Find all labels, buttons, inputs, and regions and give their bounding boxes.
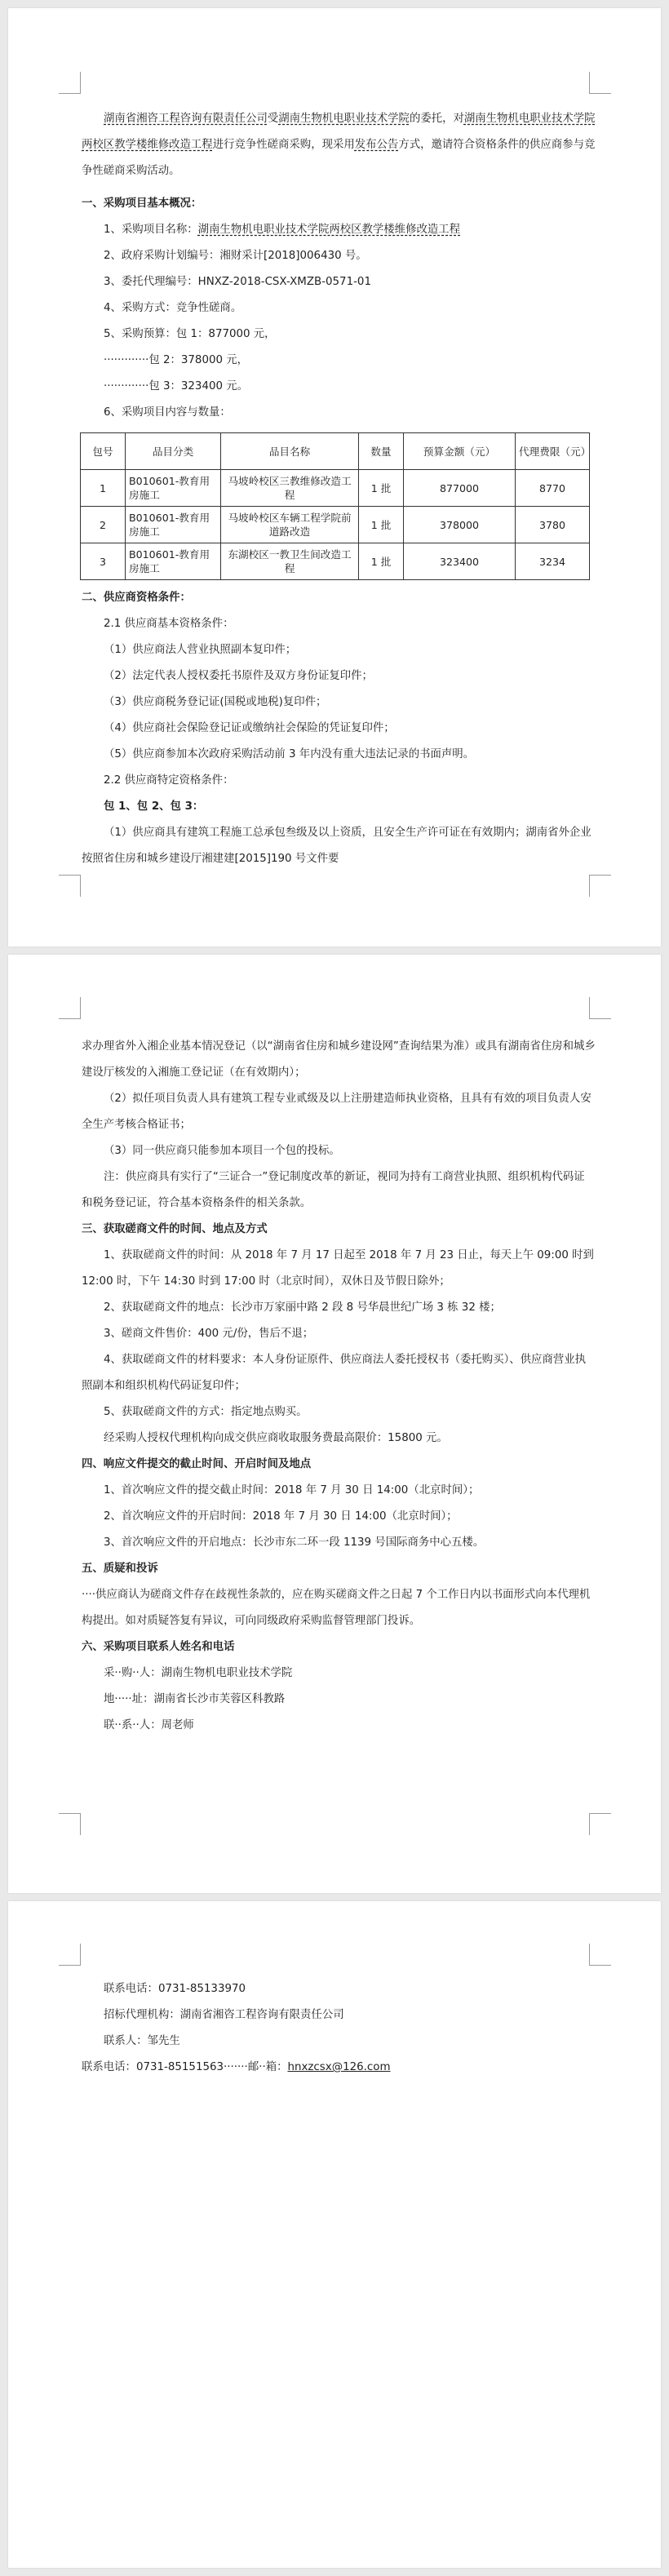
submission-deadline: 1、首次响应文件的提交截止时间：2018 年 7 月 30 日 14:00（北京时间）； xyxy=(104,1484,480,1496)
agency-name: 湖南省湘咨工程咨询有限责任公司 xyxy=(104,113,268,125)
crop-mark xyxy=(589,72,611,94)
obtain-time: 1、获取磋商文件的时间：从 2018 年 7 月 17 日起至 2018 年 7 月 23 日止，每天上午 09:00 时到 12:00 时，下午 14:30 时到 17:00 时（北京时间），双休日及节假日除外； xyxy=(82,1249,594,1288)
header-category: 品目分类 xyxy=(126,433,221,470)
service-fee: 经采购人授权代理机构向成交供应商收取服务费最高限价：15800 元。 xyxy=(104,1432,448,1444)
cell-item: 东湖校区一教卫生间改造工程 xyxy=(221,543,359,580)
intro-text: 受 xyxy=(267,113,279,125)
cell-budget: 877000 xyxy=(404,470,516,507)
cell-qty: 1 批 xyxy=(359,470,404,507)
crop-mark xyxy=(59,875,81,897)
packages-line: 包 1、包 2、包 3： xyxy=(104,800,204,813)
special-qualification-line: 2.2 供应商特定资格条件： xyxy=(104,774,234,787)
phone-email-label: 联系电话：0731-85151563·······邮··箱： xyxy=(82,2061,288,2073)
header-qty: 数量 xyxy=(359,433,404,470)
cell-item: 马坡岭校区车辆工程学院前道路改造 xyxy=(221,507,359,543)
contact-phone-2 xyxy=(82,2055,596,2081)
document-page-3 xyxy=(8,1901,661,2568)
contact-phone-1: 联系电话：0731-85133970 xyxy=(104,1983,246,1995)
crop-mark xyxy=(589,1813,611,1835)
intro-text: 的委托，对 xyxy=(409,113,464,125)
contact-line: 联··系··人：周老师 xyxy=(104,1719,194,1731)
crop-mark xyxy=(59,72,81,94)
cell-pkg: 2 xyxy=(81,507,126,543)
opening-location: 3、首次响应文件的开启地点：长沙市东二环一段 1139 号国际商务中心五楼。 xyxy=(104,1536,485,1549)
crop-mark xyxy=(589,997,611,1019)
qualification-item: （1）供应商法人营业执照副本复印件； xyxy=(104,644,297,656)
table-row xyxy=(81,543,590,580)
section6-heading: 六、采购项目联系人姓名和电话 xyxy=(82,1641,235,1653)
page1-content xyxy=(82,106,596,872)
special-qualification-3: （3）同一供应商只能参加本项目一个包的投标。 xyxy=(104,1145,340,1157)
qualification-item: （4）供应商社会保险登记证或缴纳社会保险的凭证复印件； xyxy=(104,722,395,734)
crop-mark xyxy=(59,997,81,1019)
budget-line-1: 5、采购预算：包 1：877000 元， xyxy=(104,328,276,340)
crop-mark xyxy=(59,1813,81,1835)
cell-qty: 1 批 xyxy=(359,507,404,543)
obtain-location: 2、获取磋商文件的地点：长沙市万家丽中路 2 段 8 号华晨世纪广场 3 栋 32 楼； xyxy=(104,1301,501,1314)
opening-time: 2、首次响应文件的开启时间：2018 年 7 月 30 日 14:00（北京时间）； xyxy=(104,1510,458,1523)
cell-category: B010601-教育用房施工 xyxy=(126,543,221,580)
page2-content xyxy=(82,1034,596,1739)
section5-heading: 五、质疑和投诉 xyxy=(82,1563,158,1575)
plan-number-line: 2、政府采购计划编号：湘财采计[2018]006430 号。 xyxy=(104,250,367,262)
section3-heading: 三、获取磋商文件的时间、地点及方式 xyxy=(82,1223,268,1235)
agency-line: 招标代理机构：湖南省湘咨工程咨询有限责任公司 xyxy=(104,2009,344,2021)
budget-line-2: ·············包 2：378000 元， xyxy=(104,354,249,366)
email-link[interactable]: hnxzcsx@126.com xyxy=(287,2061,391,2073)
project-name-line xyxy=(82,217,596,243)
cell-fee: 3780 xyxy=(516,507,590,543)
table-row xyxy=(81,470,590,507)
cell-budget: 378000 xyxy=(404,507,516,543)
label: 1、采购项目名称： xyxy=(104,224,198,236)
agency-contact: 联系人：邹先生 xyxy=(104,2035,180,2047)
contents-line: 6、采购项目内容与数量： xyxy=(104,406,231,419)
table-header-row xyxy=(81,433,590,470)
crop-mark xyxy=(589,875,611,897)
table-row xyxy=(81,507,590,543)
cell-pkg: 1 xyxy=(81,470,126,507)
section1-heading: 一、采购项目基本概况： xyxy=(82,197,202,210)
agent-number-line: 3、委托代理编号：HNXZ-2018-CSX-XMZB-0571-01 xyxy=(104,276,371,288)
section4-heading: 四、响应文件提交的截止时间、开启时间及地点 xyxy=(82,1458,312,1470)
address-line: 地·····址：湖南省长沙市芙蓉区科教路 xyxy=(104,1693,286,1705)
value: 湖南生物机电职业技术学院两校区教学楼维修改造工程 xyxy=(197,224,461,236)
document-page-2 xyxy=(8,955,661,1893)
header-pkg: 包号 xyxy=(81,433,126,470)
section2-heading: 二、供应商资格条件： xyxy=(82,592,191,604)
special-qualification-1: （1）供应商具有建筑工程施工总承包叁级及以上资质，且安全生产许可证在有效期内；湖南省外企业按照省住房和城乡建设厅湘建建[2015]190 号文件要 xyxy=(82,827,591,865)
cell-qty: 1 批 xyxy=(359,543,404,580)
special-qualification-2: （2）拟任项目负责人具有建筑工程专业贰级及以上注册建造师执业资格，且具有有效的项目负责人安全生产考核合格证书； xyxy=(82,1093,591,1131)
procurement-method-line: 4、采购方式：竞争性磋商。 xyxy=(104,302,242,314)
method-text: 发布公告 xyxy=(354,139,399,151)
document-page-1 xyxy=(8,8,661,947)
qualification-item: （5）供应商参加本次政府采购活动前 3 年内没有重大违法记录的书面声明。 xyxy=(104,748,475,760)
project-name: 湖南生物机电职业技术学院两校区教学楼维修改造工程 xyxy=(82,113,596,151)
header-budget: 预算金额（元） xyxy=(404,433,516,470)
crop-mark xyxy=(59,1944,81,1966)
basic-qualification-line: 2.1 供应商基本资格条件： xyxy=(104,618,234,630)
cell-fee: 8770 xyxy=(516,470,590,507)
cell-budget: 323400 xyxy=(404,543,516,580)
intro-text: 进行竞争性磋商采购，现采用 xyxy=(212,139,355,151)
buyer-line: 采··购··人：湖南生物机电职业技术学院 xyxy=(104,1667,293,1679)
project-items-table xyxy=(80,432,590,580)
crop-mark xyxy=(589,1944,611,1966)
budget-line-3: ·············包 3：323400 元。 xyxy=(104,380,249,392)
qualification-item: （2）法定代表人授权委托书原件及双方身份证复印件； xyxy=(104,670,373,682)
obtain-materials: 4、获取磋商文件的材料要求：本人身份证原件、供应商法人委托授权书（委托购买）、供应商营业执照副本和组织机构代码证复印件； xyxy=(82,1354,587,1392)
cell-item: 马坡岭校区三教维修改造工程 xyxy=(221,470,359,507)
qualification-note: 注：供应商具有实行了“三证合一”登记制度改革的新证，视同为持有工商营业执照、组织机构代码证和税务登记证，符合基本资格条件的相关条款。 xyxy=(82,1171,585,1209)
document-price: 3、磋商文件售价：400 元/份，售后不退； xyxy=(104,1328,314,1340)
client-name: 湖南生物机电职业技术学院 xyxy=(278,113,410,125)
cell-fee: 3234 xyxy=(516,543,590,580)
cell-category: B010601-教育用房施工 xyxy=(126,507,221,543)
intro-paragraph xyxy=(82,106,596,184)
special-qualification-1-cont: 求办理省外入湘企业基本情况登记（以“湖南省住房和城乡建设网”查询结果为准）或具有湖南省住房和城乡建设厅核发的入湘施工登记证（在有效期内）； xyxy=(82,1040,596,1079)
cell-category: B010601-教育用房施工 xyxy=(126,470,221,507)
page3-content xyxy=(82,1976,596,2081)
cell-pkg: 3 xyxy=(81,543,126,580)
qualification-item: （3）供应商税务登记证(国税或地税)复印件； xyxy=(104,696,327,708)
header-item: 品目名称 xyxy=(221,433,359,470)
intro-text: 方式，邀请符合资格条件的供应商参与竞争性磋商采购活动。 xyxy=(82,139,596,177)
complaint-text: ····供应商认为磋商文件存在歧视性条款的，应在购买磋商文件之日起 7 个工作日内以书面形式向本代理机构提出。如对质疑答复有异议，可向同级政府采购监督管理部门投诉。 xyxy=(82,1589,591,1627)
header-fee: 代理费限（元） xyxy=(516,433,590,470)
obtain-method: 5、获取磋商文件的方式：指定地点购买。 xyxy=(104,1406,308,1418)
